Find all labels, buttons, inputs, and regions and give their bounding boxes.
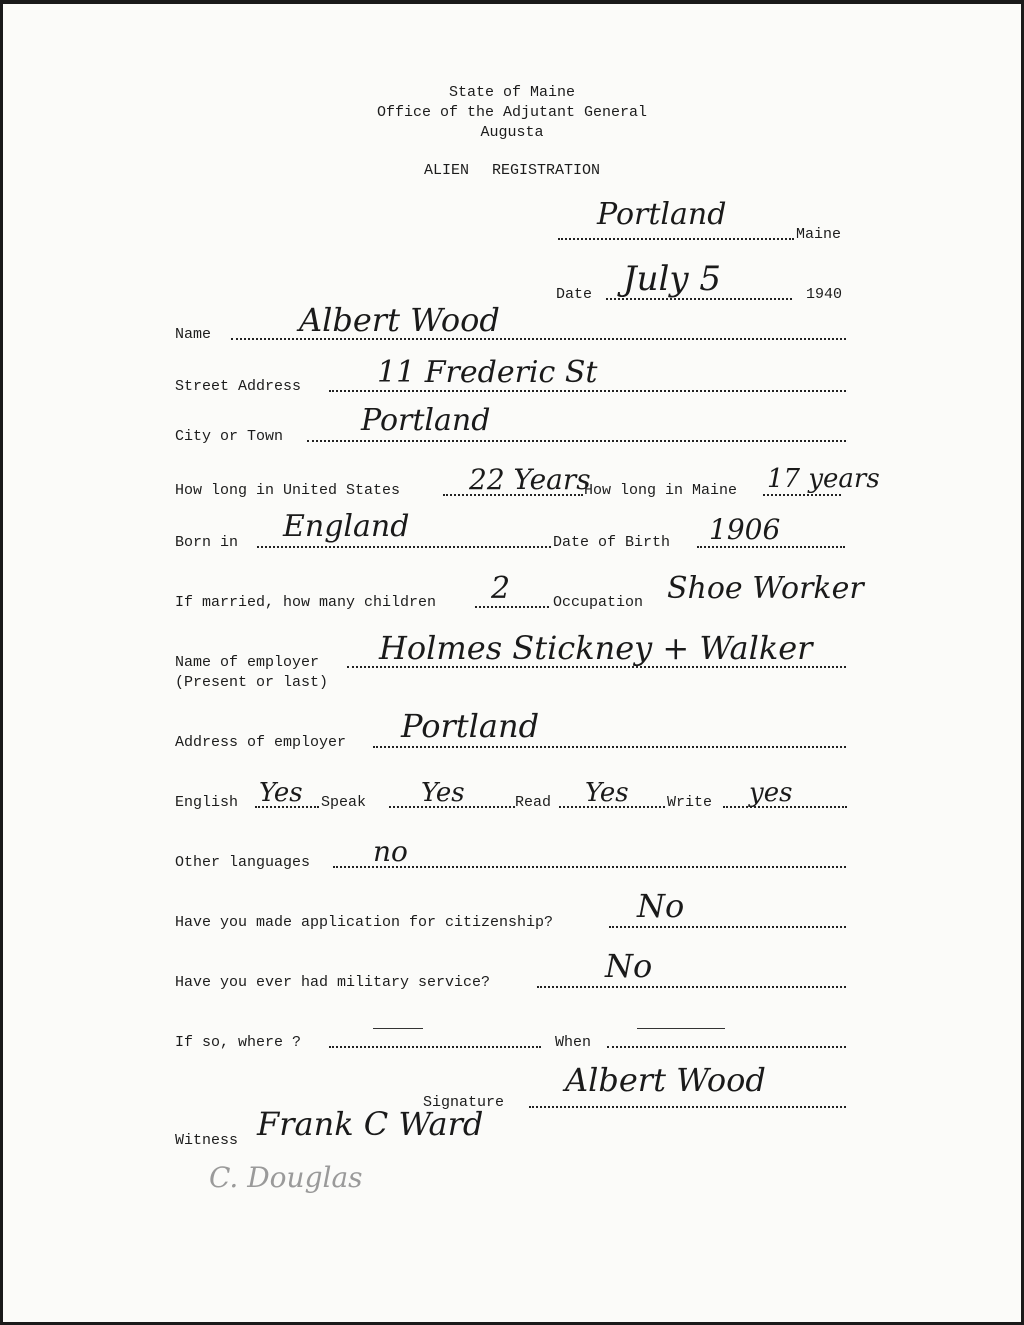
children-dots [475, 606, 549, 608]
english-label: English [175, 794, 239, 811]
citizenship-dots [609, 926, 846, 928]
city-dots [307, 440, 846, 442]
when-dots [607, 1046, 846, 1048]
dob-label: Date of Birth [553, 534, 671, 551]
read-label: Read [515, 794, 552, 811]
write-label: Write [667, 794, 713, 811]
header-office: Office of the Adjutant General [376, 104, 648, 121]
signature-label: Signature [423, 1094, 505, 1111]
where-dash [373, 1028, 423, 1029]
write-handwritten: yes [749, 778, 793, 808]
second-witness-handwritten: C. Douglas [209, 1161, 363, 1194]
when-label: When [555, 1034, 592, 1051]
us-duration-handwritten: 22 Years [469, 463, 591, 496]
signature-handwritten: Albert Wood [565, 1061, 766, 1099]
languages-label: Other languages [175, 854, 311, 871]
military-label: Have you ever had military service? [175, 974, 491, 991]
occupation-handwritten: Shoe Worker [667, 571, 864, 606]
header-state: State of Maine [448, 84, 576, 101]
born-label: Born in [175, 534, 239, 551]
employer-sublabel: (Present or last) [175, 674, 329, 691]
name-handwritten: Albert Wood [299, 301, 500, 339]
speak-label: Speak [321, 794, 367, 811]
employer-address-dots [373, 746, 846, 748]
date-year: 1940 [806, 286, 843, 303]
alien-registration-form [3, 4, 1021, 1322]
citizenship-handwritten: No [637, 887, 685, 925]
street-dots [329, 390, 846, 392]
speak-handwritten: Yes [421, 778, 465, 808]
place-suffix: Maine [796, 226, 842, 243]
form-title: ALIEN REGISTRATION [423, 162, 601, 179]
employer-handwritten: Holmes Stickney + Walker [379, 629, 813, 667]
street-handwritten: 11 Frederic St [377, 355, 598, 390]
children-handwritten: 2 [491, 571, 511, 606]
maine-duration-dots [763, 494, 841, 496]
dob-handwritten: 1906 [709, 513, 781, 546]
maine-duration-label: How long in Maine [584, 482, 738, 499]
witness-label: Witness [175, 1132, 239, 1149]
employer-address-handwritten: Portland [401, 707, 540, 745]
us-duration-label: How long in United States [175, 482, 401, 499]
military-handwritten: No [605, 947, 653, 985]
employer-label: Name of employer [175, 654, 320, 671]
signature-dots [529, 1106, 846, 1108]
header-city: Augusta [480, 124, 544, 141]
street-label: Street Address [175, 378, 302, 395]
dob-dots [697, 546, 845, 548]
date-handwritten: July 5 [623, 259, 722, 299]
place-dots [558, 238, 794, 240]
when-dash [637, 1028, 725, 1029]
english-handwritten: Yes [259, 778, 303, 808]
born-dots [257, 546, 551, 548]
born-handwritten: England [283, 509, 410, 544]
military-dots [537, 986, 846, 988]
witness-handwritten: Frank C Ward [257, 1105, 484, 1143]
where-label: If so, where ? [175, 1034, 302, 1051]
city-handwritten: Portland [361, 403, 491, 438]
languages-dots [333, 866, 846, 868]
occupation-label: Occupation [553, 594, 644, 611]
employer-address-label: Address of employer [175, 734, 347, 751]
city-label: City or Town [175, 428, 284, 445]
date-label: Date [556, 286, 593, 303]
read-handwritten: Yes [585, 778, 629, 808]
languages-handwritten: no [373, 835, 408, 868]
children-label: If married, how many children [175, 594, 437, 611]
name-label: Name [175, 326, 212, 343]
maine-duration-handwritten: 17 years [767, 464, 880, 494]
place-handwritten: Portland [597, 197, 727, 232]
where-dots [329, 1046, 541, 1048]
citizenship-label: Have you made application for citizenship? [175, 914, 554, 931]
